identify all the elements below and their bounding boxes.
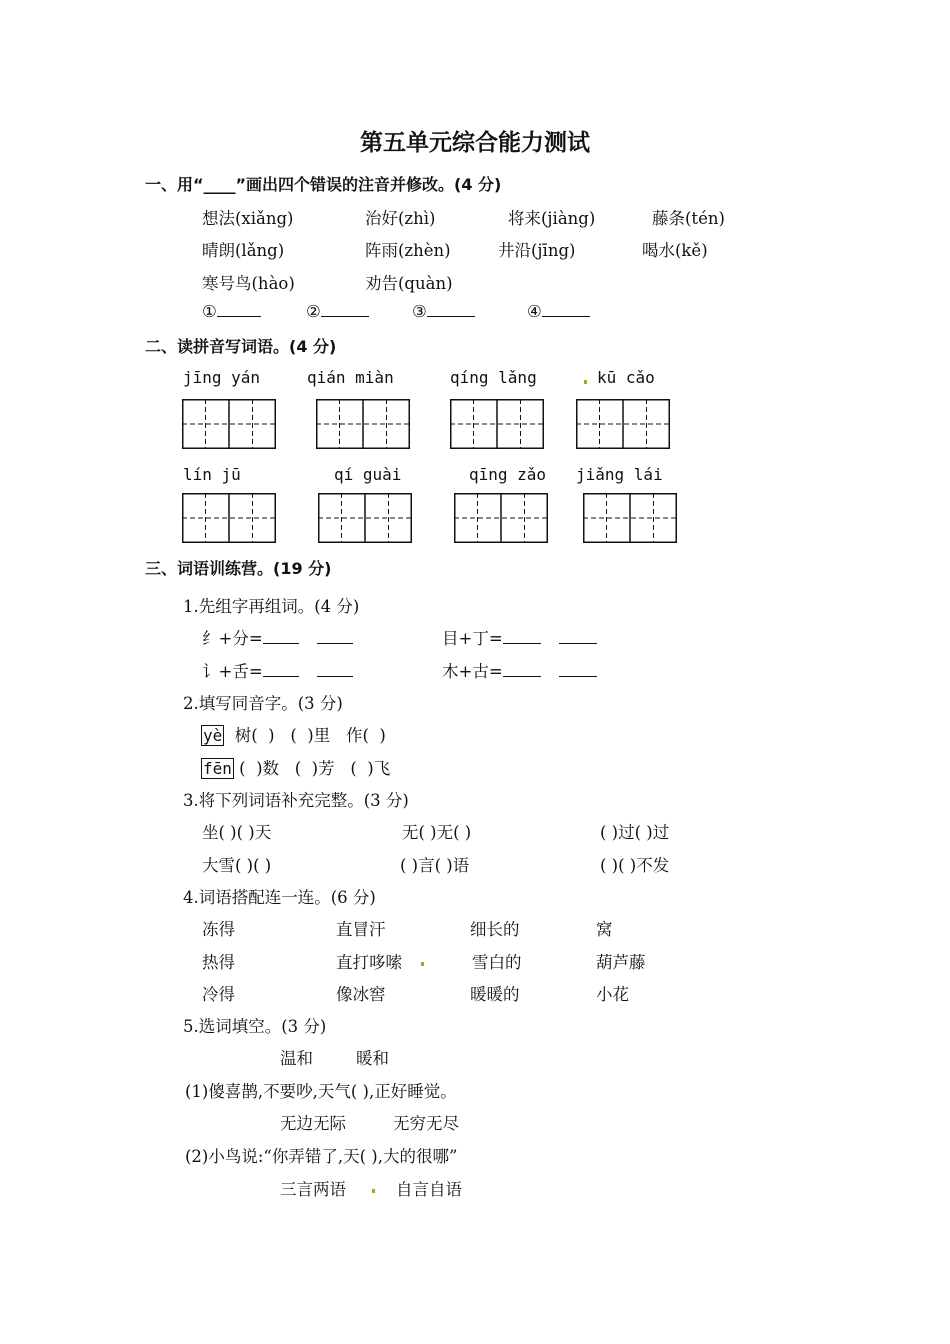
pinyin-label: qián miàn (307, 368, 394, 387)
s1-item: 劝告(quàn) (365, 274, 453, 293)
answer-slot[interactable]: ④ (527, 302, 590, 321)
idiom-item[interactable]: 坐( )( )天 (202, 823, 272, 842)
answer-slot[interactable]: ② (306, 302, 369, 321)
answer-slot[interactable]: ③ (412, 302, 475, 321)
fill-sentence: (1)傻喜鹊,不要吵,天气( ),正好睡觉。 (185, 1082, 457, 1101)
idiom-item[interactable]: 大雪( )( ) (202, 856, 272, 875)
pinyin-label: qí guài (334, 465, 402, 484)
section3-heading: 三、词语训练营。(19 分) (145, 559, 332, 578)
question-title: 5.选词填空。(3 分) (183, 1017, 327, 1036)
stray-mark (372, 1189, 375, 1193)
pinyin-label: jīng yán (183, 368, 261, 387)
match-word[interactable]: 冻得 (202, 920, 235, 939)
word-option[interactable]: 自言自语 (396, 1180, 462, 1199)
idiom-item[interactable]: ( )言( )语 (400, 856, 470, 875)
writing-grid[interactable] (318, 493, 412, 543)
s1-item: 井沿(jīng) (498, 241, 576, 260)
match-word[interactable]: 细长的 (470, 920, 520, 939)
match-word[interactable]: 直打哆嗦 (336, 953, 402, 972)
question-title: 1.先组字再组词。(4 分) (183, 597, 360, 616)
s1-item: 寒号鸟(hào) (202, 274, 295, 293)
fill-sentence: (2)小鸟说:“你弄错了,天( ),大的很哪” (185, 1147, 458, 1166)
match-word[interactable]: 小花 (596, 985, 629, 1004)
pinyin-label: kū cǎo (597, 368, 655, 387)
match-word[interactable]: 雪白的 (472, 953, 522, 972)
idiom-item[interactable]: ( )( )不发 (600, 856, 670, 875)
writing-grid[interactable] (182, 493, 276, 543)
pinyin-box: yè (203, 726, 223, 745)
section2-heading: 二、读拼音写词语。(4 分) (145, 337, 337, 356)
compose-item[interactable]: 目+丁= (442, 625, 597, 649)
writing-grid[interactable] (450, 399, 544, 449)
compose-item[interactable]: 纟+分= (202, 625, 353, 649)
writing-grid[interactable] (454, 493, 548, 543)
pinyin-label: qīng zǎo (469, 465, 547, 484)
pinyin-label: jiǎng lái (576, 465, 663, 484)
compose-item[interactable]: 讠+舌= (202, 658, 353, 682)
match-word[interactable]: 直冒汗 (336, 920, 386, 939)
word-option[interactable]: 暖和 (356, 1049, 389, 1068)
word-option[interactable]: 三言两语 (280, 1180, 346, 1199)
match-word[interactable]: 像冰窖 (336, 985, 386, 1004)
compose-item[interactable]: 木+古= (442, 658, 597, 682)
writing-grid[interactable] (576, 399, 670, 449)
question-title: 3.将下列词语补充完整。(3 分) (183, 791, 409, 810)
answer-slot[interactable]: ① (202, 302, 261, 321)
match-word[interactable]: 冷得 (202, 985, 235, 1004)
pinyin-box: fēn (203, 759, 232, 778)
homophone-row: fēn ( )数 ( )芳 ( )飞 (203, 759, 391, 778)
match-word[interactable]: 窝 (596, 920, 613, 939)
idiom-item[interactable]: ( )过( )过 (600, 823, 670, 842)
question-title: 4.词语搭配连一连。(6 分) (183, 888, 376, 907)
stray-mark (421, 962, 424, 966)
stray-mark (584, 380, 587, 384)
s1-item: 治好(zhì) (365, 209, 436, 228)
word-option[interactable]: 无边无际 (280, 1114, 346, 1133)
homophone-row: yè 树( ) ( )里 作( ) (203, 726, 386, 745)
s1-item: 晴朗(lǎng) (202, 241, 285, 260)
word-option[interactable]: 无穷无尽 (393, 1114, 459, 1133)
section1-heading: 一、用“____”画出四个错误的注音并修改。(4 分) (145, 175, 502, 194)
match-word[interactable]: 葫芦藤 (596, 953, 646, 972)
writing-grid[interactable] (182, 399, 276, 449)
match-word[interactable]: 热得 (202, 953, 235, 972)
idiom-item[interactable]: 无( )无( ) (402, 823, 472, 842)
s1-item: 想法(xiǎng) (202, 209, 294, 228)
s1-item: 将来(jiàng) (508, 209, 596, 228)
match-word[interactable]: 暖暖的 (470, 985, 520, 1004)
s1-item: 阵雨(zhèn) (365, 241, 451, 260)
writing-grid[interactable] (316, 399, 410, 449)
writing-grid[interactable] (583, 493, 677, 543)
pinyin-label: qíng lǎng (450, 368, 537, 387)
question-title: 2.填写同音字。(3 分) (183, 694, 343, 713)
page-title: 第五单元综合能力测试 (360, 130, 590, 156)
word-option[interactable]: 温和 (280, 1049, 313, 1068)
pinyin-label: lín jū (183, 465, 241, 484)
s1-item: 喝水(kě) (642, 241, 708, 260)
s1-item: 藤条(tén) (652, 209, 725, 228)
